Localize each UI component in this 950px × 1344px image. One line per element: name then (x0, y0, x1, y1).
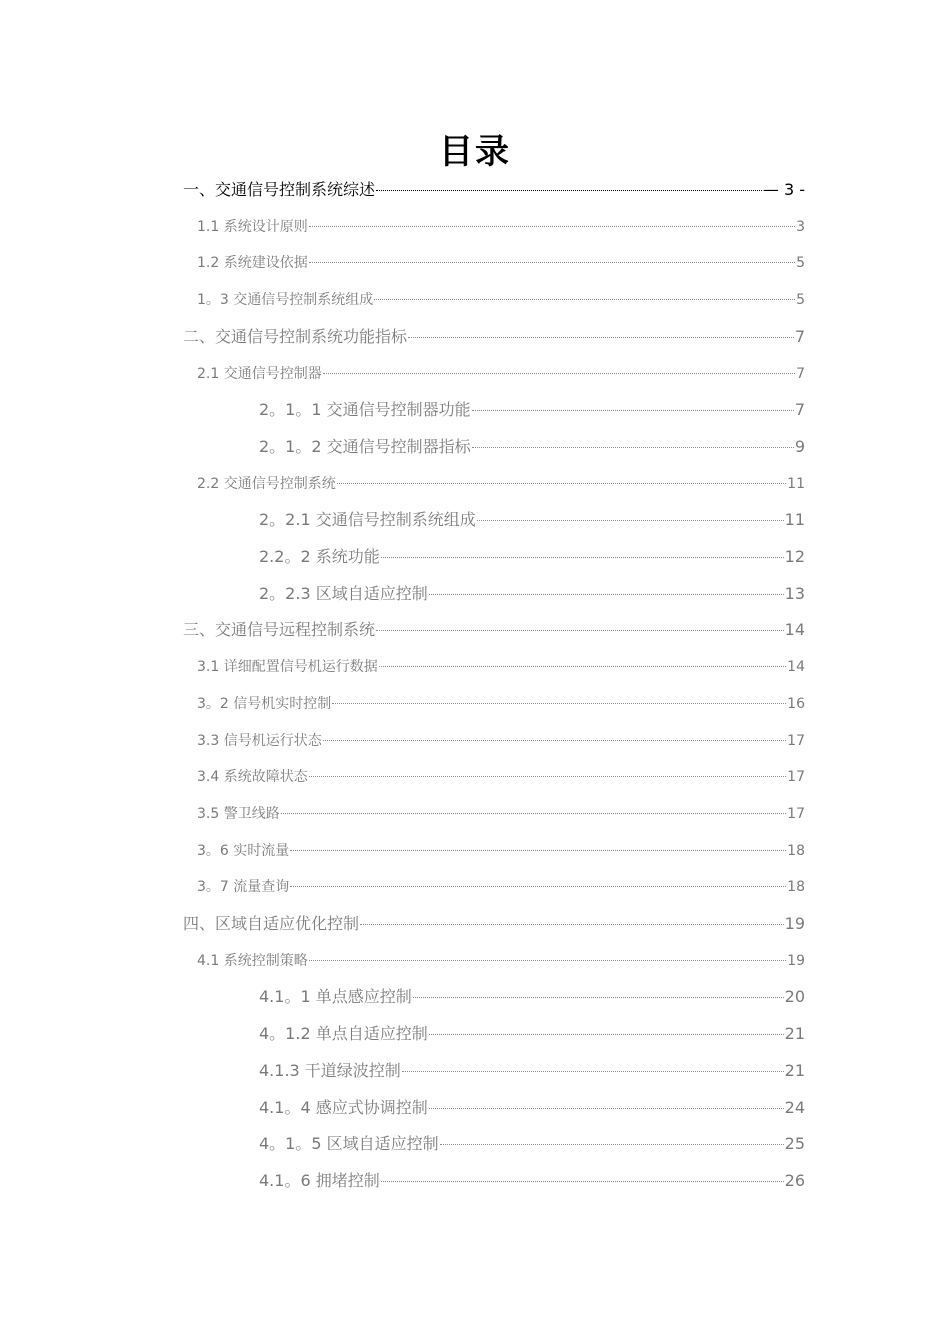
toc-entry-title: 3.3 信号机运行状态 (197, 732, 322, 749)
toc-entry-title: 4.1。1 单点感应控制 (259, 987, 412, 1007)
dot-leader (309, 959, 786, 961)
dot-leader (360, 923, 784, 925)
toc-entry-title: 2。2.1 交通信号控制系统组成 (259, 510, 476, 530)
dot-leader (429, 1033, 784, 1035)
toc-entry-page-number: 18 (787, 842, 805, 859)
dot-leader (477, 519, 784, 521)
dot-leader (472, 446, 794, 448)
toc-entry-title: 2。2.3 区域自适应控制 (259, 583, 428, 603)
toc-entry[interactable] (197, 730, 805, 752)
dot-leader (440, 1143, 784, 1145)
toc-entry[interactable] (259, 509, 805, 531)
dot-leader (332, 702, 786, 704)
toc-entry-title: 四、区域自适应优化控制 (183, 914, 360, 933)
toc-entry-page-number: 11 (784, 510, 805, 530)
toc-entry[interactable] (259, 583, 805, 605)
toc-entry[interactable] (259, 1133, 805, 1155)
toc-entry-title: 3。7 流量查询 (197, 879, 290, 896)
toc-entry-title: 3.1 详细配置信号机运行数据 (197, 659, 378, 676)
toc-entry[interactable] (259, 986, 805, 1008)
dot-leader (381, 1180, 784, 1182)
toc-entry-title: 4。1.2 单点自适应控制 (259, 1024, 428, 1044)
toc-entry-page-number: 17 (787, 805, 805, 822)
toc-entry-title: 3.4 系统故障状态 (197, 769, 308, 786)
toc-entry-title: 4.1。6 拥堵控制 (259, 1170, 380, 1190)
dot-leader (323, 739, 786, 741)
toc-entry[interactable] (197, 876, 805, 898)
dot-leader (323, 372, 795, 374)
dot-leader (402, 1070, 784, 1072)
toc-entry-page-number: 14 (784, 620, 805, 640)
toc-entry[interactable] (197, 656, 805, 678)
dot-leader (374, 298, 795, 300)
dot-leader (472, 409, 794, 411)
toc-entry-page-number: 24 (784, 1097, 805, 1117)
toc-entry-page-number: 13 (784, 583, 805, 603)
toc-entry-title: 1.2 系统建设依据 (197, 255, 308, 272)
dot-leader (281, 812, 786, 814)
toc-entry-page-number: 17 (787, 732, 805, 749)
toc-entry[interactable] (259, 1097, 805, 1119)
toc-entry-page-number: 5 (796, 255, 805, 272)
toc-entry-title: 4.1.3 干道绿波控制 (259, 1060, 401, 1080)
toc-entry[interactable] (197, 950, 805, 972)
toc-entry[interactable] (197, 693, 805, 715)
toc-entry-page-number: 14 (787, 659, 805, 676)
toc-entry-title: 2。1。1 交通信号控制器功能 (259, 400, 471, 420)
toc-entry-page-number: 18 (787, 879, 805, 896)
dot-leader (309, 775, 786, 777)
toc-entry[interactable] (183, 619, 805, 641)
page-title: 目录 (439, 132, 511, 172)
toc-entry[interactable] (197, 216, 805, 238)
toc-entry-title: 3。2 信号机实时控制 (197, 695, 332, 712)
toc-entry-title: 2。1。2 交通信号控制器指标 (259, 436, 471, 456)
toc-entry-title: 4。1。5 区域自适应控制 (259, 1134, 439, 1154)
toc-entry[interactable] (259, 1023, 805, 1045)
toc-entry-page-number: 19 (784, 914, 805, 933)
toc-entry-title: 2.2 交通信号控制系统 (197, 475, 336, 492)
toc-entry[interactable] (259, 546, 805, 568)
dot-leader (413, 996, 784, 998)
toc-entry[interactable] (183, 913, 805, 935)
dot-leader (290, 849, 786, 851)
toc-entry[interactable] (197, 840, 805, 862)
toc-entry[interactable] (259, 399, 805, 421)
toc-entry[interactable] (183, 179, 805, 201)
toc-entry-page-number: 11 (787, 475, 805, 492)
toc-entry-title: 4.1。4 感应式协调控制 (259, 1097, 428, 1117)
dot-leader (429, 1107, 784, 1109)
toc-entry[interactable] (197, 252, 805, 274)
toc-entry-page-number: 5 (796, 292, 805, 309)
toc-entry-page-number: 9 (794, 436, 805, 456)
toc-entry-page-number: 7 (794, 326, 805, 346)
dot-leader (337, 482, 786, 484)
toc-entry[interactable] (259, 1170, 805, 1192)
toc-entry-title: 3。6 实时流量 (197, 842, 290, 859)
toc-entry-page-number: 20 (784, 987, 805, 1007)
dot-leader (381, 556, 784, 558)
dot-leader (376, 629, 784, 631)
toc-entry-page-number: 25 (784, 1134, 805, 1154)
toc-entry-page-number: — 3 - (762, 180, 805, 199)
dot-leader (379, 665, 786, 667)
toc-entry-title: 2.1 交通信号控制器 (197, 365, 322, 382)
dot-leader (290, 885, 786, 887)
dot-leader (429, 593, 784, 595)
dot-leader (309, 261, 795, 263)
toc-entry-page-number: 21 (784, 1060, 805, 1080)
toc-entry-title: 1。3 交通信号控制系统组成 (197, 292, 374, 309)
toc-entry-title: 一、交通信号控制系统综述 (183, 180, 376, 199)
toc-entry[interactable] (197, 363, 805, 385)
toc-entry-page-number: 12 (784, 547, 805, 566)
dot-leader (408, 336, 794, 338)
toc-entry[interactable] (197, 803, 805, 825)
toc-entry-title: 二、交通信号控制系统功能指标 (183, 326, 408, 346)
toc-entry[interactable] (197, 289, 805, 311)
toc-entry[interactable] (259, 436, 805, 458)
toc-entry[interactable] (197, 473, 805, 495)
toc-entry-title: 2.2。2 系统功能 (259, 547, 380, 566)
toc-entry[interactable] (183, 326, 805, 348)
toc-entry-page-number: 7 (794, 400, 805, 420)
dot-leader (376, 189, 762, 191)
toc-entry-page-number: 16 (787, 695, 805, 712)
toc-entry[interactable] (259, 1060, 805, 1082)
toc-entry-page-number: 3 (796, 218, 805, 235)
toc-entry-title: 三、交通信号远程控制系统 (183, 620, 376, 640)
toc-entry-title: 1.1 系统设计原则 (197, 218, 308, 235)
toc-entry-page-number: 26 (784, 1170, 805, 1190)
toc-entry-page-number: 17 (787, 769, 805, 786)
toc-entry-page-number: 7 (796, 365, 805, 382)
toc-entry-title: 3.5 警卫线路 (197, 805, 280, 822)
dot-leader (309, 225, 795, 227)
toc-entry-page-number: 21 (784, 1024, 805, 1044)
toc-entry-title: 4.1 系统控制策略 (197, 952, 308, 969)
toc-entry-page-number: 19 (787, 952, 805, 969)
toc-entry[interactable] (197, 766, 805, 788)
